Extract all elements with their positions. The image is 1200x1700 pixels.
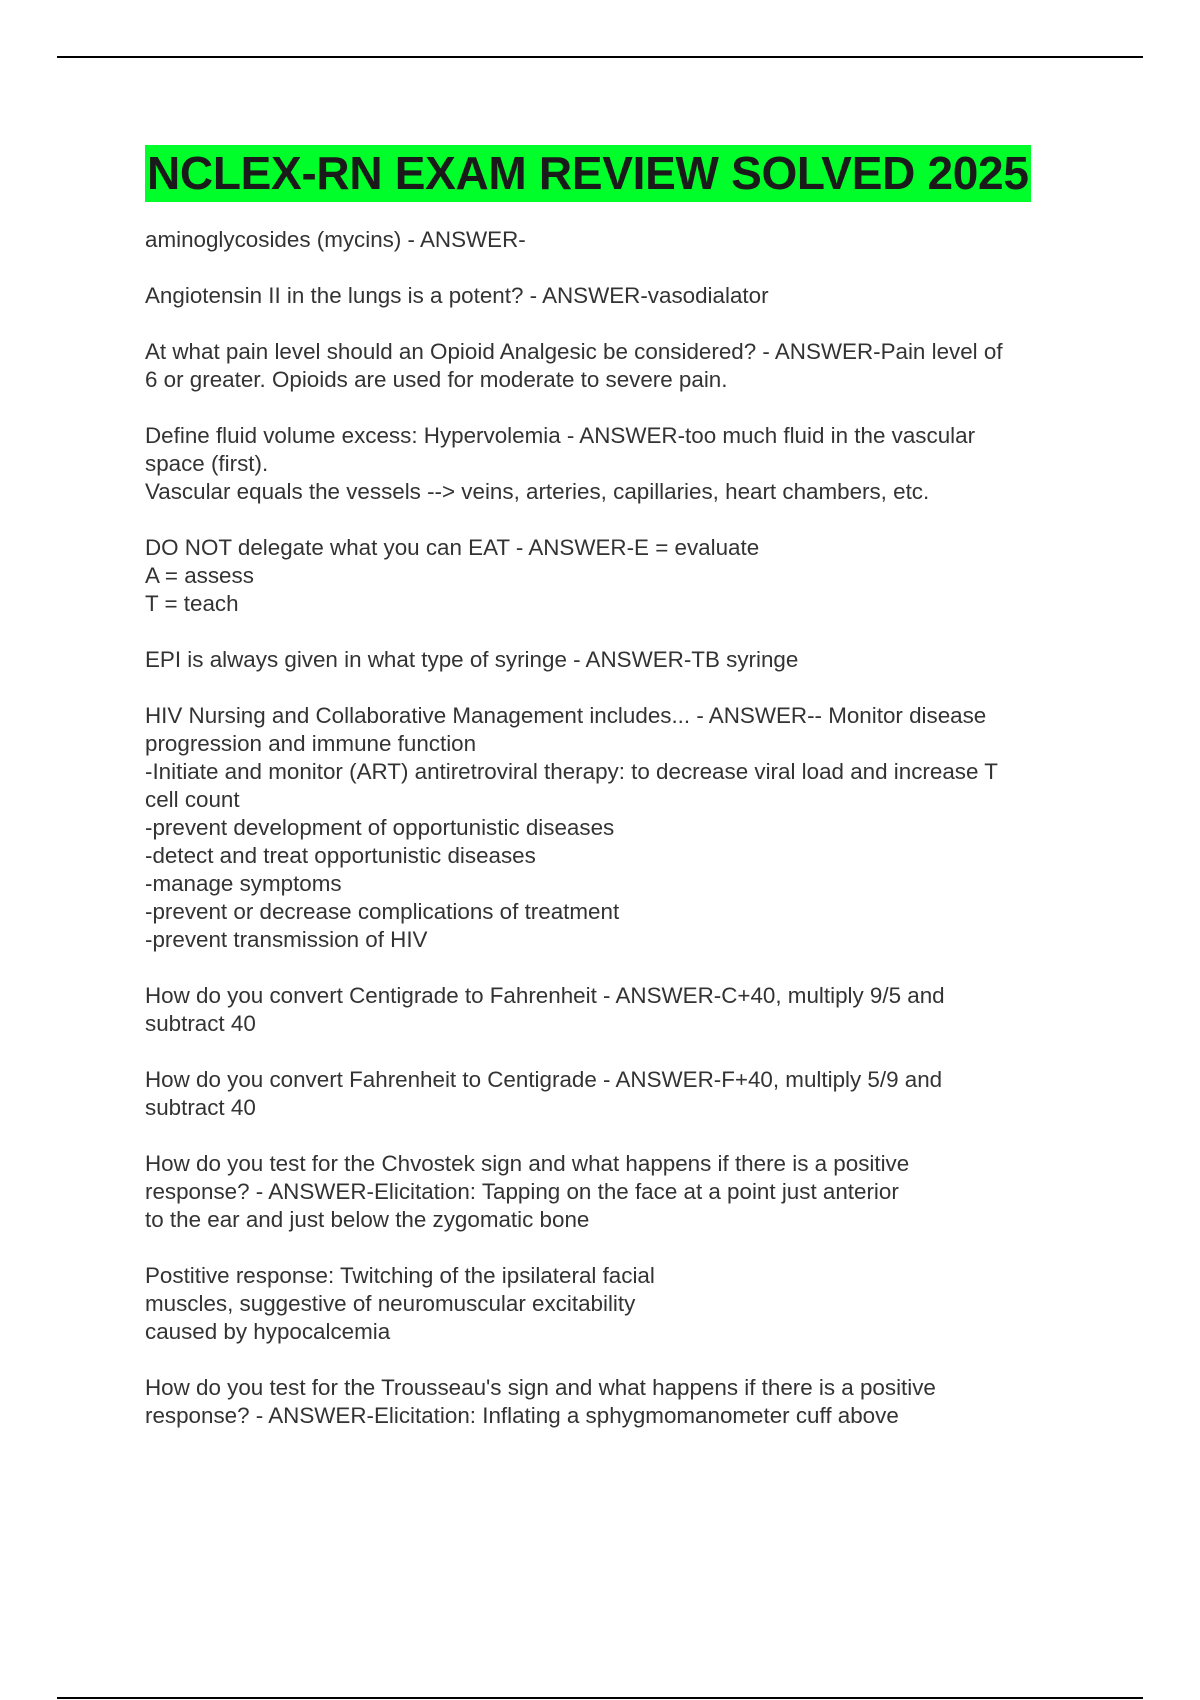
header-rule: [57, 56, 1143, 58]
qa-list: [145, 226, 1085, 1458]
qa-entry: aminoglycosides (mycins) - ANSWER-: [145, 227, 526, 252]
document-title: NCLEX-RN EXAM REVIEW SOLVED 2025: [145, 145, 1031, 202]
qa-entry: EPI is always given in what type of syringe - ANSWER-TB syringe: [145, 647, 799, 672]
qa-entry: How do you test for the Trousseau's sign and what happens if there is a positive response? - ANSWER-Elicitation: Inflating a sphygmomanometer cuff above: [145, 1375, 936, 1428]
qa-entry: DO NOT delegate what you can EAT - ANSWER-E = evaluate A = assess T = teach: [145, 535, 760, 616]
qa-entry: How do you convert Fahrenheit to Centigrade - ANSWER-F+40, multiply 5/9 and subtract 40: [145, 1067, 943, 1120]
qa-entry: Define fluid volume excess: Hypervolemia - ANSWER-too much fluid in the vascular space (first). Vascular equals the vessels --> veins, arteries, capillaries, heart chambers, etc.: [145, 423, 976, 504]
qa-entry: Postitive response: Twitching of the ipsilateral facial muscles, suggestive of neuromuscular excitability caused by hypocalcemia: [145, 1263, 655, 1344]
qa-entry: Angiotensin II in the lungs is a potent? - ANSWER-vasodialator: [145, 283, 769, 308]
qa-entry: HIV Nursing and Collaborative Management includes... - ANSWER-- Monitor disease progression and immune function -Initiate and monitor (ART) antiretroviral therapy: to decrease viral load and increase T cell count -prevent development of opportunistic diseases -detect and treat opportunistic diseases -manage symptoms -prevent or decrease complications of treatment -prevent transmission of HIV: [145, 703, 998, 952]
qa-entry: How do you test for the Chvostek sign and what happens if there is a positive response? - ANSWER-Elicitation: Tapping on the face at a point just anterior to the ear and just below the zygomatic bone: [145, 1151, 910, 1232]
qa-entry: At what pain level should an Opioid Analgesic be considered? - ANSWER-Pain level of 6 or greater. Opioids are used for moderate to severe pain.: [145, 339, 1003, 392]
title-block: [145, 145, 1031, 202]
footer-rule: [57, 1697, 1143, 1699]
qa-entry: How do you convert Centigrade to Fahrenheit - ANSWER-C+40, multiply 9/5 and subtract 40: [145, 983, 945, 1036]
